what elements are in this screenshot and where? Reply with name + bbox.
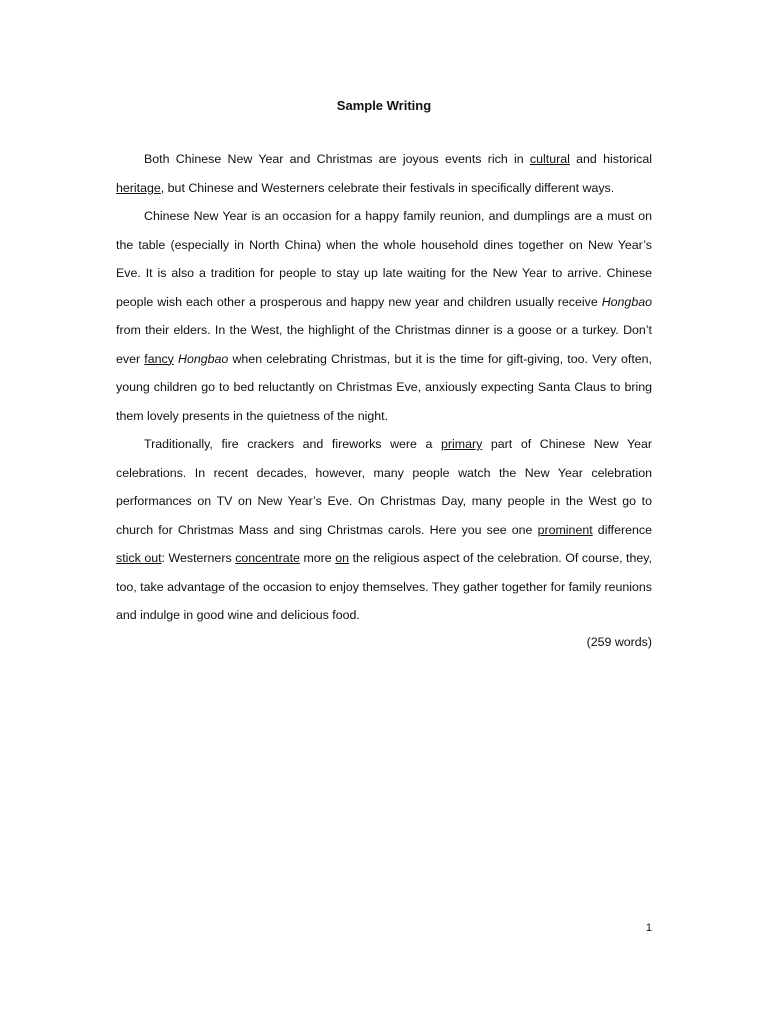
underlined-term: primary (441, 437, 483, 451)
text-run: difference (592, 522, 652, 537)
paragraph (116, 202, 652, 430)
text-run: Chinese New Year is an occasion for a happy family reunion, and dumplings are a must on the table (especially in North China) when the whole household dines together on New Year’s Eve. It is also a tradition for people to stay up late waiting for the New Year to arrive. Chinese people wish each other a prosperous and happy new year and children usually receive (116, 209, 652, 309)
italic-term: Hongbao (601, 294, 652, 309)
document-title: Sample Writing (336, 98, 432, 113)
underlined-term: prominent (537, 522, 593, 537)
text-run: , but Chinese and Westerners celebrate their festivals in specifically different ways. (160, 180, 615, 195)
paragraph (116, 430, 652, 630)
text-run: Traditionally, fire crackers and fireworks were a (144, 437, 441, 451)
text-run: part of Chinese New Year celebrations. In recent decades, however, many people watch the New Year celebration performances on TV on New Year’s Eve. On Christmas Day, many people in the West go to church for Christmas Mass and sing Christmas carols. Here you see one (116, 437, 652, 537)
word-count: (259 words) (586, 634, 652, 649)
text-run: the religious aspect of the celebration. Of course, they, too, take advantage of the occasion to enjoy themselves. They gather together for family reunions and indulge in good wine and delicious food. (116, 551, 653, 622)
text-run: : Westerners (161, 551, 236, 565)
page-number: 1 (645, 922, 652, 934)
underlined-term: cultural (529, 152, 570, 166)
italic-term: Hongbao (178, 351, 229, 366)
underlined-term: heritage (116, 180, 161, 195)
text-run: when celebrating Christmas, but it is the time for gift-giving, too. Very often, young children go to bed reluctantly on Christmas Eve, anxiously expecting Santa Claus to bring them lovely presents in the quietness of the night. (116, 351, 653, 423)
text-run: more (299, 551, 336, 565)
text-run: and historical (569, 152, 652, 166)
paragraph (116, 145, 652, 202)
underlined-term: fancy (144, 351, 174, 366)
text-run: from their elders. In the West, the highlight of the Christmas dinner is a goose or a turkey. Don’t ever (116, 323, 652, 366)
underlined-term: concentrate (235, 551, 300, 565)
document-body (116, 145, 652, 654)
text-run: Both Chinese New Year and Christmas are joyous events rich in (144, 152, 530, 166)
underlined-term: stick out (116, 551, 162, 565)
underlined-term: on (335, 551, 350, 565)
